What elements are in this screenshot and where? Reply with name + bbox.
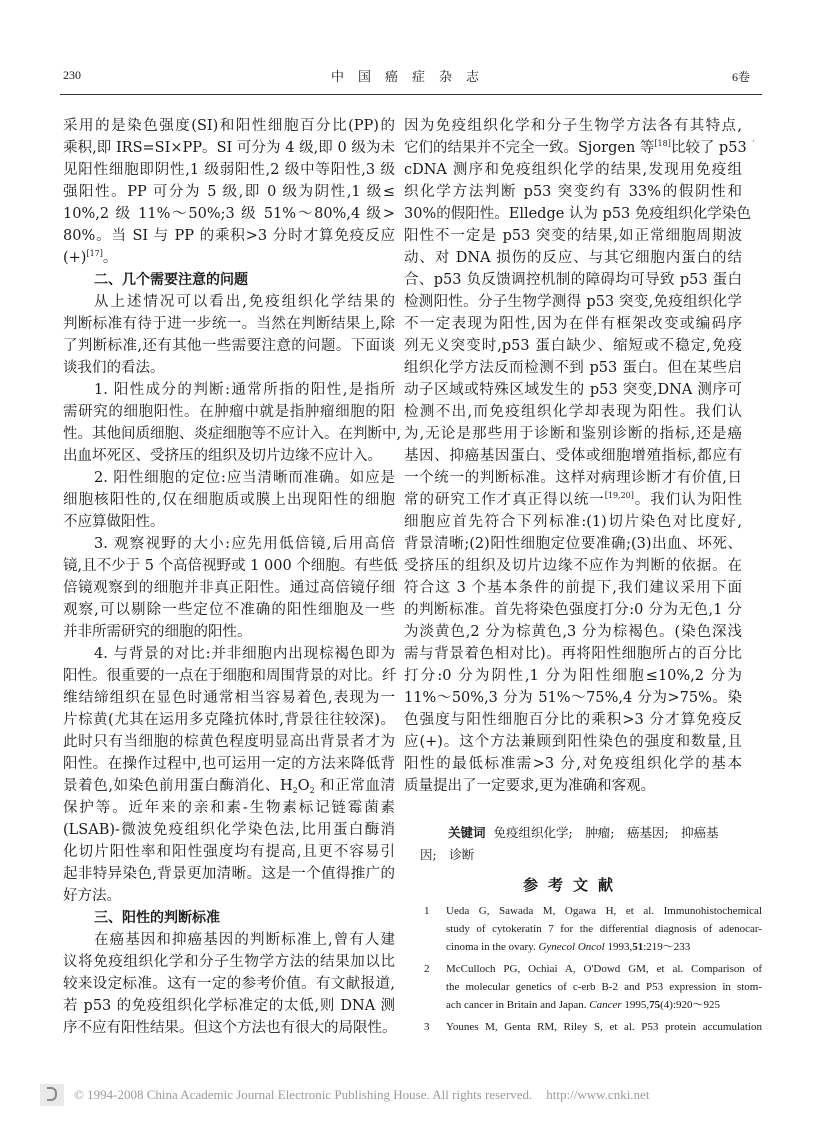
- text-segment: (+): [63, 250, 87, 266]
- paragraph-line: 观察,可以剔除一些定位不准确的阳性细胞及一些: [63, 602, 395, 618]
- scan-mark: ·: [752, 137, 755, 147]
- paragraph-line: 组织化学方法反而检测不到 p53 蛋白。但在某些启: [404, 360, 742, 376]
- paragraph-line: 一个统一的判断标准。这样对病理诊断才有价值,日: [404, 470, 742, 486]
- reference-line: [446, 996, 762, 1014]
- citation: [18]: [654, 139, 671, 148]
- paragraph-line: 判断标准有待于进一步统一。当然在判断结果上,除: [63, 316, 395, 332]
- paragraph-line: 片棕黄(尤其在运用多克隆抗体时,背景往往较深)。: [63, 712, 395, 728]
- reference-line: [446, 978, 762, 996]
- paragraph-line: 为淡黄色,2 分为棕黄色,3 分为棕褐色。(染色深浅: [404, 624, 742, 640]
- paragraph-line: 了判断标准,还有其他一些需要注意的问题。下面谈: [63, 338, 395, 354]
- paragraph-line: 较来设定标准。这有一定的参考价值。有文献报道,: [63, 976, 395, 992]
- text-segment: O: [297, 778, 310, 794]
- paragraph-line: 好方法。: [63, 888, 121, 904]
- paragraph-line: (LSAB)-微波免疫组织化学染色法,比用蛋白酶消: [63, 822, 395, 838]
- paragraph-line: 保护等。近年来的亲和素-生物素标记链霉菌素: [63, 800, 395, 816]
- text-segment: 1995,: [621, 999, 650, 1011]
- paragraph-line: 11%～50%,3 分为 51%～75%,4 分为>75%。染: [404, 690, 742, 706]
- citation: [17]: [86, 249, 103, 258]
- cnki-logo-icon: [40, 1084, 64, 1106]
- paragraph-line: 织化学方法判断 p53 突变约有 33%的假阴性和: [404, 184, 742, 200]
- subscript: 2: [292, 786, 298, 795]
- paragraph-line: 性。其他间质细胞、炎症细胞等不应计入。在判断中,: [63, 426, 402, 442]
- paragraph-line: 检测阳性。分子生物学测得 p53 突变,免疫组织化学: [404, 294, 742, 310]
- paragraph-line: 因为免疫组织化学和分子生物学方法各有其特点,: [404, 118, 742, 134]
- page-number: 230: [63, 68, 81, 82]
- text-segment: 75: [649, 999, 661, 1011]
- paragraph-line: cDNA 测序和免疫组织化学的结果,发现用免疫组: [404, 162, 742, 178]
- paragraph-line: 不一定表现为阳性,因为在伴有框架改变或编码序: [404, 316, 742, 332]
- subscript: 2: [309, 786, 315, 795]
- reference-line: [446, 920, 762, 938]
- paragraph-line: 维结缔组织在显色时通常相当容易着色,表现为一: [63, 690, 395, 706]
- paragraph-line: 3. 观察视野的大小:应先用低倍镜,后用高倍: [94, 536, 395, 552]
- paragraph-line: 化切片阳性率和阳性强度均有提高,且更不容易引: [63, 844, 395, 860]
- footer: [40, 1084, 649, 1106]
- text-segment: (4):920～925: [660, 999, 721, 1011]
- paragraph-line: [63, 247, 395, 269]
- text-segment: 常的研究工作才真正得以统一: [404, 492, 605, 508]
- paragraph-line: 检测不出,而免疫组织化学却表现为阳性。我们认: [404, 404, 742, 420]
- paragraph-line: 应(+)。这个方法兼顾到阳性染色的强度和数量,且: [404, 734, 742, 750]
- text-segment: 和正常血清: [314, 778, 395, 794]
- paragraph-line: 2. 阳性细胞的定位:应当清晰而准确。如应是: [94, 470, 395, 486]
- paragraph-line: 的判断标准。首先将染色强度打分:0 分为无色,1 分: [404, 602, 742, 618]
- paragraph-line: 乘积,即 IRS=SI×PP。SI 可分为 4 级,即 0 级为未: [63, 140, 395, 156]
- paragraph-line: 色强度与阳性细胞百分比的乘积>3 分才算免疫反: [404, 712, 742, 728]
- paragraph-line: 符合这 3 个基本条件的前提下,我们建议采用下面: [404, 580, 742, 596]
- paragraph-line: 动、对 DNA 损伤的反应、与其它细胞内蛋白的结: [404, 250, 742, 266]
- keywords-line-2: 因; 诊断: [420, 847, 475, 862]
- section-heading: 二、几个需要注意的问题: [94, 272, 248, 288]
- text-segment: 比较了 p53: [670, 140, 747, 156]
- paragraph-line: 倍镜观察到的细胞并非真正阳性。通过高倍镜仔细: [63, 580, 395, 596]
- footer-url-link[interactable]: http://www.cnki.net: [546, 1087, 650, 1102]
- keywords-continued: [420, 845, 474, 865]
- paragraph-line: 背景清晰;(2)阳性细胞定位要准确;(3)出血、坏死、: [404, 536, 742, 552]
- copyright-text: © 1994-2008 China Academic Journal Electronic Publishing House. All rights reserved.: [74, 1087, 533, 1102]
- reference-line: [446, 938, 762, 956]
- paragraph-line: 镜,且不少于 5 个高倍视野或 1 000 个细胞。有些低: [63, 558, 398, 574]
- paragraph-line: 见阳性细胞即阴性,1 级弱阳性,2 级中等阳性,3 级: [63, 162, 395, 178]
- paragraph-line: 需研究的细胞阳性。在肿瘤中就是指肿瘤细胞的阳: [63, 404, 395, 420]
- paragraph-line: 若 p53 的免疫组织化学标准定的太低,则 DNA 测: [63, 998, 395, 1014]
- paragraph-line: 1. 阳性成分的判断:通常所指的阳性,是指所: [94, 382, 395, 398]
- paragraph-line: 阳性。在操作过程中,也可运用一定的方法来降低背: [63, 756, 395, 772]
- header-rule: [60, 94, 762, 95]
- text-segment: Cancer: [589, 999, 622, 1011]
- paragraph-line: 细胞应首先符合下列标准:(1)切片染色对比度好,: [404, 514, 742, 530]
- paragraph-line: 为,无论是那些用于诊断和鉴别诊断的指标,还是癌: [404, 426, 742, 442]
- keywords-label: 关键词: [448, 825, 486, 840]
- text-segment: 。我们认为阳性: [633, 492, 743, 508]
- volume-label: 6卷: [732, 70, 751, 84]
- paragraph-line: [404, 489, 742, 511]
- paragraph-line: 谈我们的看法。: [63, 360, 165, 376]
- paragraph-line: 细胞核阳性的,仅在细胞质或膜上出现阳性的细胞: [63, 492, 395, 508]
- reference-line: [446, 902, 762, 920]
- text-segment: Ueda G, Sawada M, Ogawa H, et al. Immunohistochemical: [446, 905, 762, 917]
- text-segment: 。: [102, 250, 118, 266]
- text-segment: 它们的结果并不完全一致。Sjorgen 等: [404, 140, 655, 156]
- text-segment: :219～233: [643, 941, 691, 953]
- paragraph-line: 需与背景着色相对比)。再将阳性细胞所占的百分比: [404, 646, 742, 662]
- paragraph-line: 4. 与背景的对比:并非细胞内出现棕褐色即为: [94, 646, 395, 662]
- paragraph-line: 质量提出了一定要求,更为准确和客观。: [404, 778, 656, 794]
- paragraph-line: 序不应有阳性结果。但这个方法也有很大的局限性。: [63, 1020, 397, 1036]
- paragraph-line: 10%,2 级 11%～50%;3 级 51%～80%,4 级>: [63, 206, 395, 222]
- paragraph-line: 阳性不一定是 p53 突变的结果,如正常细胞周期波: [404, 228, 742, 244]
- paragraph-line: 不应算做阳性。: [63, 514, 165, 530]
- paragraph-line: 此时只有当细胞的棕黄色程度明显高出背景者才为: [63, 734, 395, 750]
- paragraph-line: 动子区域或特殊区域发生的 p53 突变,DNA 测序可: [404, 382, 742, 398]
- text-segment: Younes M, Genta RM, Riley S, et al. P53 protein accumulation: [446, 1021, 762, 1033]
- paragraph-line: 在癌基因和抑癌基因的判断标准上,曾有人建: [94, 932, 395, 948]
- paragraph-line: 30%的假阳性。Elledge 认为 p53 免疫组织化学染色: [404, 206, 751, 222]
- section-heading: 三、阳性的判断标准: [94, 910, 220, 926]
- paragraph-line: 受挤压的组织及切片边缘不应作为判断的依据。在: [404, 558, 742, 574]
- references-title: 参考文献: [522, 876, 623, 894]
- keywords: [448, 823, 719, 843]
- paragraph-line: 起非特异染色,背景更加清晰。这是一个值得推广的: [63, 866, 395, 882]
- paragraph-line: 阳性的最低标准需>3 分,对免疫组织化学的基本: [404, 756, 742, 772]
- journal-title: 中国癌症杂志: [330, 69, 493, 84]
- paragraph-line: [404, 137, 747, 159]
- paragraph-line: [63, 775, 395, 797]
- paragraph-line: 采用的是染色强度(SI)和阳性细胞百分比(PP)的: [63, 118, 395, 134]
- paragraph-line: 出血坏死区、受挤压的组织及切片边缘不应计入。: [63, 448, 382, 464]
- paragraph-line: 基因、抑癌基因蛋白、受体或细胞增殖指标,都应有: [404, 448, 742, 464]
- paragraph-line: 阳性。很重要的一点在于细胞和周围背景的对比。纤: [63, 668, 397, 684]
- text-segment: Gynecol Oncol: [538, 941, 605, 953]
- reference-line: [446, 960, 762, 978]
- reference-line: [446, 1018, 762, 1036]
- text-segment: 1993,: [604, 941, 633, 953]
- paragraph-line: 合、p53 负反馈调控机制的障碍均可导致 p53 蛋白: [404, 272, 742, 288]
- paragraph-line: 议将免疫组织化学和分子生物学方法的结果加以比: [63, 954, 395, 970]
- text-segment: study of cytokeratin 7 for the differential diagnosis of adenocar-: [446, 923, 762, 935]
- text-segment: ach cancer in Britain and Japan.: [446, 999, 590, 1011]
- reference-number: 1: [424, 905, 430, 917]
- text-segment: cinoma in the ovary.: [446, 941, 539, 953]
- paragraph-line: 并非所需研究的细胞的阳性。: [63, 624, 252, 640]
- text-segment: McCulloch PG, Ochiai A, O'Dowd GM, et al. Comparison of: [446, 963, 762, 975]
- paragraph-line: 列无义突变时,p53 蛋白缺少、缩短或不稳定,免疫: [404, 338, 742, 354]
- text-segment: 景着色,如染色前用蛋白酶消化、H: [63, 778, 293, 794]
- reference-number: 3: [424, 1021, 430, 1033]
- paragraph-line: 从上述情况可以看出,免疫组织化学结果的: [94, 294, 395, 310]
- text-segment: the molecular genetics of c-erb B-2 and P53 expression in stom-: [446, 981, 762, 993]
- paragraph-line: 80%。当 SI 与 PP 的乘积>3 分时才算免疫反应: [63, 228, 395, 244]
- keywords-line-1: 免疫组织化学; 肿瘤; 癌基因; 抑癌基: [493, 825, 719, 840]
- paragraph-line: 打分:0 分为阴性,1 分为阳性细胞≤10%,2 分为: [404, 668, 742, 684]
- reference-number: 2: [424, 963, 430, 975]
- paragraph-line: 强阳性。PP 可分为 5 级,即 0 级为阴性,1 级≤: [63, 184, 395, 200]
- text-segment: 51: [632, 941, 644, 953]
- citation: [19,20]: [604, 491, 634, 500]
